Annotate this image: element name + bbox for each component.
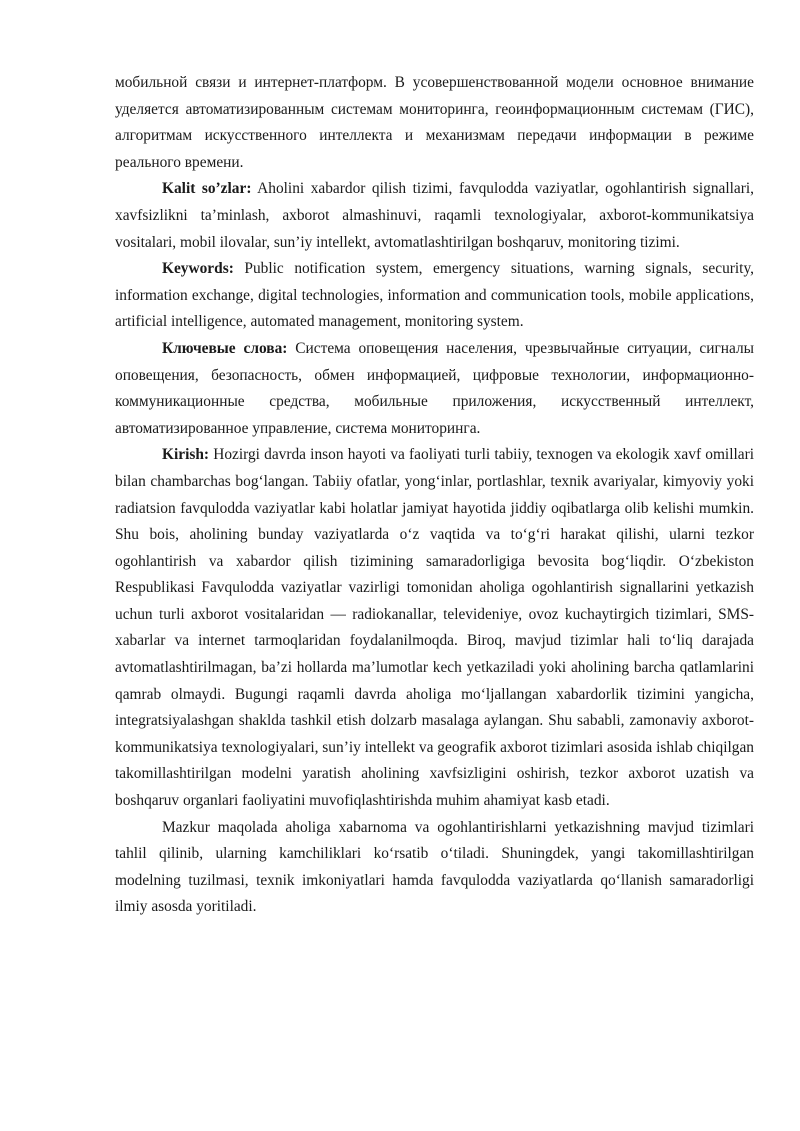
final-paragraph: Mazkur maqolada aholiga xabarnoma va ogohlantirishlarni yetkazishning mavjud tizimlari tahlil qilinib, ularning kamchiliklari ko‘rsatib o‘tiladi. Shuningdek, yangi takomillashtirilgan modelning tuzilmasi, texnik imkoniyatlari hamda favqulodda vaziyatlarda qo‘llanish samaradorligi ilmiy asosda yoritiladi. bbox=[115, 818, 754, 916]
keywords-uz-label: Kalit so’zlar: bbox=[162, 180, 252, 198]
keywords-ru-paragraph bbox=[115, 336, 754, 442]
keywords-en-paragraph bbox=[115, 256, 754, 336]
introduction-label: Kirish: bbox=[162, 446, 210, 464]
introduction-paragraph bbox=[115, 442, 754, 814]
keywords-en-text: Public notification system, emergency situations, warning signals, security, information exchange, digital technologies, information and communication tools, mobile applications, artificial intelligence, automated management, monitoring system. bbox=[115, 260, 754, 331]
keywords-ru-label: Ключевые слова: bbox=[162, 339, 288, 357]
keywords-ru-text: Система оповещения населения, чрезвычайные ситуации, сигналы оповещения, безопасность, обмен информацией, цифровые технологии, информационно-коммуникационные средства, мобильные приложения, искусственный интеллект, автоматизированное управление, система мониторинга. bbox=[115, 339, 754, 437]
keywords-en-label: Keywords: bbox=[162, 260, 234, 278]
abstract-ru-continuation: мобильной связи и интернет-платформ. В усовершенствованной модели основное внимание уделяется автоматизированным системам мониторинга, геоинформационным системам (ГИС), алгоритмам искусственного интеллекта и механизмам передачи информации в режиме реального времени. bbox=[115, 74, 754, 171]
keywords-uz-paragraph bbox=[115, 176, 754, 256]
keywords-uz-text: Aholini xabardor qilish tizimi, favqulodda vaziyatlar, ogohlantirish signallari, xavfsizlikni ta’minlash, axborot almashinuvi, raqamli texnologiyalar, axborot-kommunikatsiya vositalari, mobil ilovalar, sun’iy intellekt, avtomatlashtirilgan boshqaruv, monitoring tizimi. bbox=[115, 180, 755, 251]
document-page bbox=[115, 70, 754, 921]
introduction-text: Hozirgi davrda inson hayoti va faoliyati turli tabiiy, texnogen va ekologik xavf omillari bilan chambarchas bog‘langan. Tabiiy ofatlar, yong‘inlar, portlashlar, texnik avariyalar, kimyoviy yoki radiatsion favqulodda vaziyatlar kabi holatlar jamiyat hayotida jiddiy oqibatlarga olib kelishi mumkin. Shu bois, aholining bunday vaziyatlarda o‘z vaqtida va to‘g‘ri harakat qilishi, ularni tezkor ogohlantirish va xabardor qilish tizimining samaradorligiga bevosita bog‘liqdir. O‘zbekiston Respublikasi Favqulodda vaziyatlar vazirligi tomonidan aholiga ogohlantirish signallarini yetkazish uchun turli axborot vositalaridan — radiokanallar, televideniye, ovoz kuchaytirgich tizimlari, SMS-xabarlar va internet tarmoqlaridan foydalanilmoqda. Biroq, mavjud tizimlar hali to‘liq darajada avtomatlashtirilmagan, ba’zi hollarda ma’lumotlar kech yetkaziladi yoki aholining barcha qatlamlarini qamrab olmaydi. Bugungi raqamli davrda aholiga mo‘ljallangan xabardorlik tizimini yangicha, integratsiyalashgan shaklda tashkil etish dolzarb masalaga aylangan. Shu sababli, zamonaviy axborot-kommunikatsiya texnologiyalari, sun’iy intellekt va geografik axborot tizimlari asosida ishlab chiqilgan takomillashtirilgan modelni yaratish aholining xavfsizligini oshirish, tezkor axborot uzatish va boshqaruv organlari faoliyatini muvofiqlashtirishda muhim ahamiyat kasb etadi. bbox=[115, 446, 754, 810]
